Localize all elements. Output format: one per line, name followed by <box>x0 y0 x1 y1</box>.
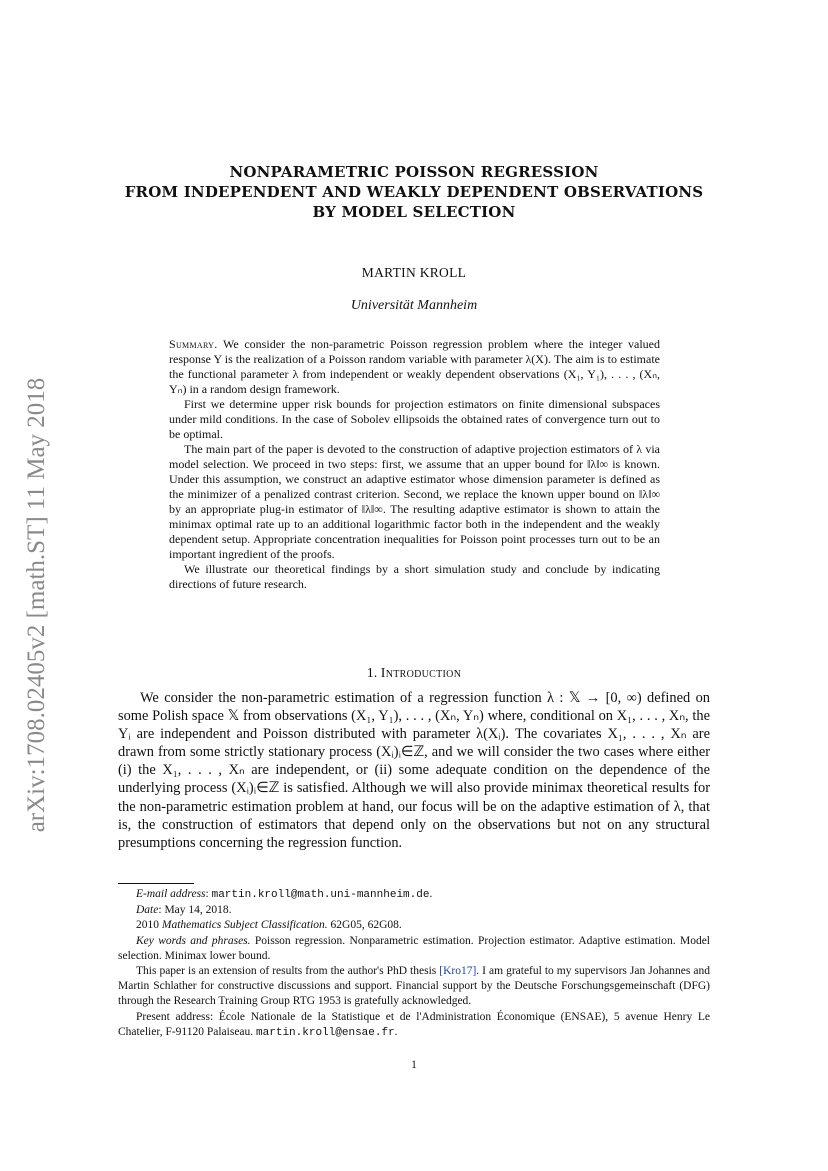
keywords-text: Poisson regression. Nonparametric estimation. Projection estimator. Adaptive estimation. Model selection. Minimax lower bound. <box>118 934 711 962</box>
thanks-text-2: . I am grateful to my supervisors Jan Johannes and Martin Schlather for constructive discussions and support. Financial support by the Deutsche Forschungsgemeinschaft (DFG) through the Research Training Group RTG 1953 is gratefully acknowledged. <box>118 965 710 1008</box>
author-affiliation: Universität Mannheim <box>350 298 478 313</box>
abstract-text-1: We consider the non-parametric Poisson regression problem where the integer valued response Y is the realization of a Poisson random variable with parameter λ(X). The aim is to estimate the functional parameter λ from independent or weakly dependent observations (X₁, Y₁), . . . , (Xₙ, Yₙ) in a random design framework. <box>169 337 660 396</box>
address-text: Present address: École Nationale de la Statistique et de l'Administration Économique (ENSAE), 5 avenue Henry Le Chatelier, F-91120 Palaiseau. <box>118 1010 710 1038</box>
date-value: May 14, 2018. <box>164 904 232 917</box>
paper-title <box>118 162 710 222</box>
abstract <box>169 337 660 592</box>
section-heading <box>118 666 710 682</box>
msc-codes: 62G05, 62G08. <box>330 919 402 932</box>
address-email-link[interactable]: martin.kroll@ensae.fr <box>256 1026 395 1039</box>
footnote-thanks <box>118 964 710 1010</box>
abstract-paragraph-4: We illustrate our theoretical findings by a short simulation study and conclude by indicating directions of future research. <box>169 562 660 591</box>
abstract-paragraph-2: First we determine upper risk bounds for projection estimators on finite dimensional subspaces under mild conditions. In the case of Sobolev ellipsoids the obtained rates of convergence turn out to be optimal. <box>169 397 660 441</box>
footnote-rule <box>118 883 194 884</box>
msc-label: Mathematics Subject Classification. <box>161 919 328 932</box>
footnote-keywords <box>118 934 710 964</box>
abstract-paragraph-3: The main part of the paper is devoted to the construction of adaptive projection estimators of λ via model selection. We proceed in two steps: first, we assume that an upper bound for ‖λ‖∞ is known. Under this assumption, we construct an adaptive estimator whose dimension parameter is defined as the minimizer of a penalized contrast criterion. Second, we replace the known upper bound on ‖λ‖∞ by an appropriate plug-in estimator of ‖λ‖∞. The resulting adaptive estimator is shown to attain the minimax optimal rate up to an additional logarithmic factor both in the independent and the weakly dependent setup. Appropriate concentration inequalities for Poisson point processes turn out to be an important ingredient of the proofs. <box>169 442 660 561</box>
footnote-msc <box>118 918 710 933</box>
footnote-date: Date: May 14, 2018. <box>136 904 232 917</box>
section-title: Introduction <box>380 666 462 681</box>
citation-link[interactable]: [Kro17] <box>439 965 477 978</box>
title-line-1: NONPARAMETRIC POISSON REGRESSION <box>229 163 599 181</box>
footnotes <box>118 887 710 1041</box>
msc-year: 2010 <box>136 919 159 932</box>
thanks-text-1: This paper is an extension of results from the author's PhD thesis <box>136 965 440 978</box>
page-number: 1 <box>411 1059 417 1071</box>
title-line-2: FROM INDEPENDENT AND WEAKLY DEPENDENT OBSERVATIONS <box>124 183 704 201</box>
author-name: MARTIN KROLL <box>361 265 467 280</box>
abstract-paragraph-1 <box>169 337 660 397</box>
footnote-address: Present address: École Nationale de la Statistique et de l'Administration Économique (ENSAE), 5 avenue Henry Le Chatelier, F-91120 Palaiseau. martin.kroll@ensae.fr. <box>118 1010 710 1039</box>
keywords-label: Key words and phrases. <box>136 934 251 947</box>
title-line-3: BY MODEL SELECTION <box>312 203 516 221</box>
section-number: 1. <box>366 666 378 681</box>
date-label: Date <box>136 904 159 917</box>
email-link[interactable]: martin.kroll@math.uni-mannheim.de <box>211 889 430 901</box>
footnote-email: E-mail address: martin.kroll@math.uni-mannheim.de. <box>136 888 433 901</box>
email-label: E-mail address <box>136 888 206 900</box>
intro-paragraph: We consider the non-parametric estimation of a regression function λ : 𝕏 → [0, ∞) defined on some Polish space 𝕏 from observations (X₁, Y₁), . . . , (Xₙ, Yₙ) where, conditional on X₁, . . . , Xₙ, the Yᵢ are independent and Poisson distributed with parameter λ(Xᵢ). The covariates X₁, . . . , Xₙ are drawn from some strictly stationary process (Xᵢ)ᵢ∈ℤ, and we will consider the two cases where either (i) the X₁, . . . , Xₙ are independent, or (ii) some adequate condition on the dependence of the underlying process (Xᵢ)ᵢ∈ℤ is satisfied. Although we will also provide minimax theoretical results for the non-parametric estimation problem at hand, our focus will be on the adaptive estimation of λ, that is, the construction of estimators that depend only on the observations but not on any structural presumptions concerning the regression function. <box>118 690 710 851</box>
abstract-label: Summary. <box>169 337 218 351</box>
arxiv-stamp: arXiv:1708.02405v2 [math.ST] 11 May 2018 <box>23 377 50 833</box>
